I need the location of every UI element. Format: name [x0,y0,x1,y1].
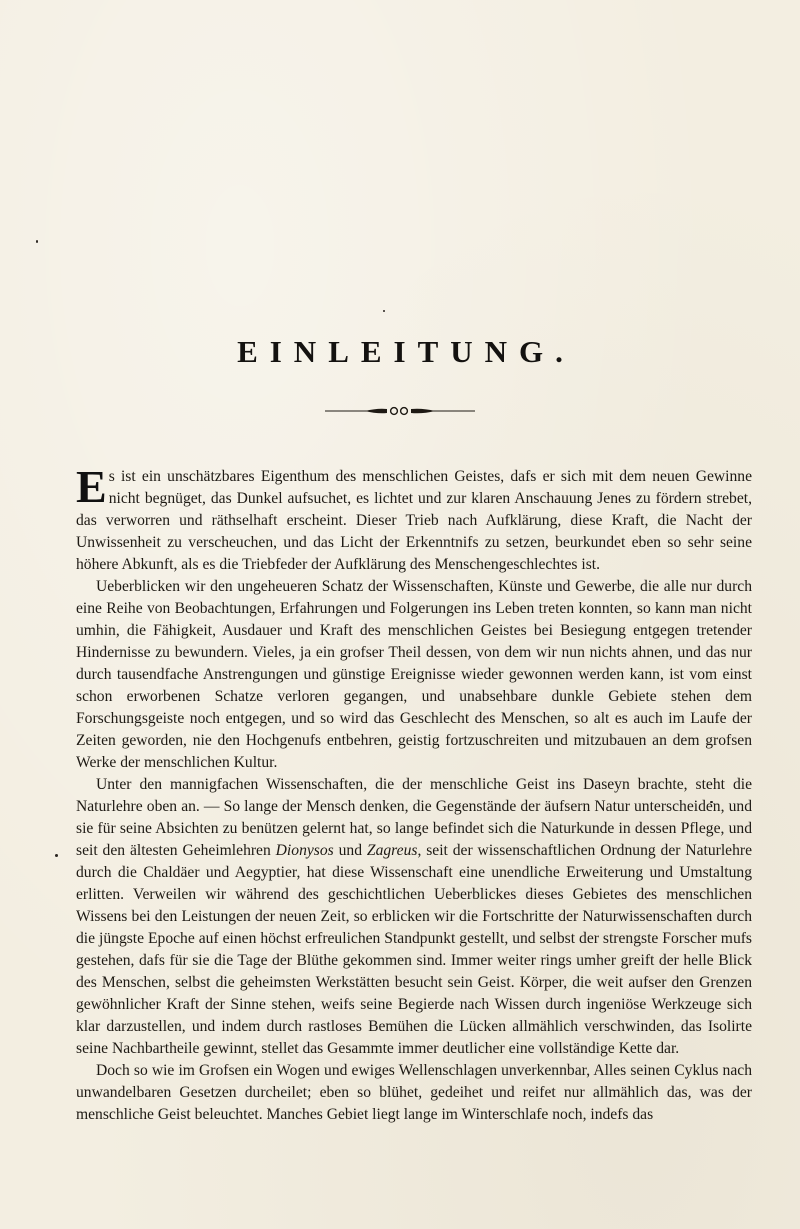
ink-speck [36,240,38,243]
paragraph-2: Ueberblicken wir den ungeheueren Schatz der Wissenschaften, Künste und Gewerbe, die alle nur durch eine Reihe von Beobachtungen, Erfahrungen und Folgerungen ins Leben treten konnten, so kann man nicht umhin, die Fähigkeit, Ausdauer und Kraft des menschlichen Geistes bei Besiegung entgegen tretender Hindernisse zu bewundern. Vieles, ja ein grofser Theil dessen, von dem wir nun nichts ahnen, und das nur durch tausendfache Anstrengungen und günstige Ereignisse wieder gewonnen werden kann, ist vom einst schon erworbenen Schatze verloren gegangen, und unabsehbare dunkle Gebiete stehen dem Forschungsgeiste noch entgegen, und so wird das Geschlecht des Menschen, so alt es auch im Laufe der Zeiten geworden, nie den Hochgenufs entbehren, geistig fortzuschreiten und mitzubauen an dem grofsen Werke der menschlichen Kultur. [76,578,752,771]
paragraph-1-text: s ist ein unschätzbares Eigenthum des menschlichen Geistes, dafs er sich mit dem neuen Gewinne nicht begnüget, das Dunkel aufsuchet, es lichtet und zur klaren Anschauung Jenes zu fördern strebet, das verworren und räthselhaft erscheint. Dieser Trieb nach Aufklärung, diese Kraft, die Nacht der Unwissenheit zu verscheuchen, und das Licht der Erkenntnifs zu setzen, beurkundet eben so sehr seine höhere Abkunft, als es die Triebfeder der Aufklärung des Menschengeschlechtes ist. [76,468,752,573]
ink-speck [55,854,58,857]
paragraph-3-text-a: Unter den mannigfachen Wissenschaften, die der menschliche Geist ins Daseyn brachte, steht die Naturlehre oben an. — So lange der Mensch denken, die Gegenstände der äufsern Natur unterscheiden, und sie für seine Absichten zu benützen gelernt hat, so lange befindet sich die Naturkunde in dessen Pflege, und seit den ältesten Geheimlehren [76,776,752,859]
paragraph-3 [76,774,752,1060]
chapter-body [76,461,753,1126]
paragraph-4: Doch so wie im Grofsen ein Wogen und ewiges Wellenschlagen unverkennbar, Alles seinen Cyklus nach unwandelbaren Gesetzen durcheilet; eben so blühet, gedeihet und reifet nur allmählich das, was der menschliche Geist beleuchtet. Manches Gebiet liegt lange im Winterschlafe noch, indefs das [76,1062,752,1123]
paragraph-1 [76,461,752,576]
drop-cap: E [76,461,107,512]
ornamental-rule-icon [325,404,475,418]
ink-speck [383,310,385,312]
paragraph-3-text-b: und [333,842,367,859]
paragraph-3-text-c: , seit der wissenschaftlichen Ordnung der Naturlehre durch die Chaldäer und Aegyptier, hat diese Wissenschaft eine unendliche Erweiterung und Umstaltung erlitten. Verweilen wir während des geschichtlichen Ueberblickes dieses Gebietes des menschlichen Wissens bei den Leistungen der neuen Zeit, so erblicken wir die Fortschritte der Naturwissenschaften durch die jüngste Epoche auf einen höchst erfreulichen Standpunkt gestellt, und selbst der strengste Forscher mufs gestehen, dafs für sie die Tage der Blüthe gekommen sind. Immer weiter rings umher greift der helle Blick des Menschen, selbst die geheimsten Werkstätten besucht sein Geist. Körper, die weit aufser den Grenzen gewöhnlicher Kraft der Sinne stehen, weifs seine Begierde nach Wissen durch ingeniöse Werkzeuge sich klar darzustellen, und indem durch rastloses Bemühen die Lücken allmählich verschwinden, das Isolirte seine Nachbartheile gewinnt, stellet das Gesammte immer deutlicher eine vollständige Kette dar. [76,842,753,1057]
name-dionysos: Dionysos [275,842,334,859]
chapter-title: EINLEITUNG. [237,334,575,369]
name-zagreus: Zagreus [366,842,418,859]
